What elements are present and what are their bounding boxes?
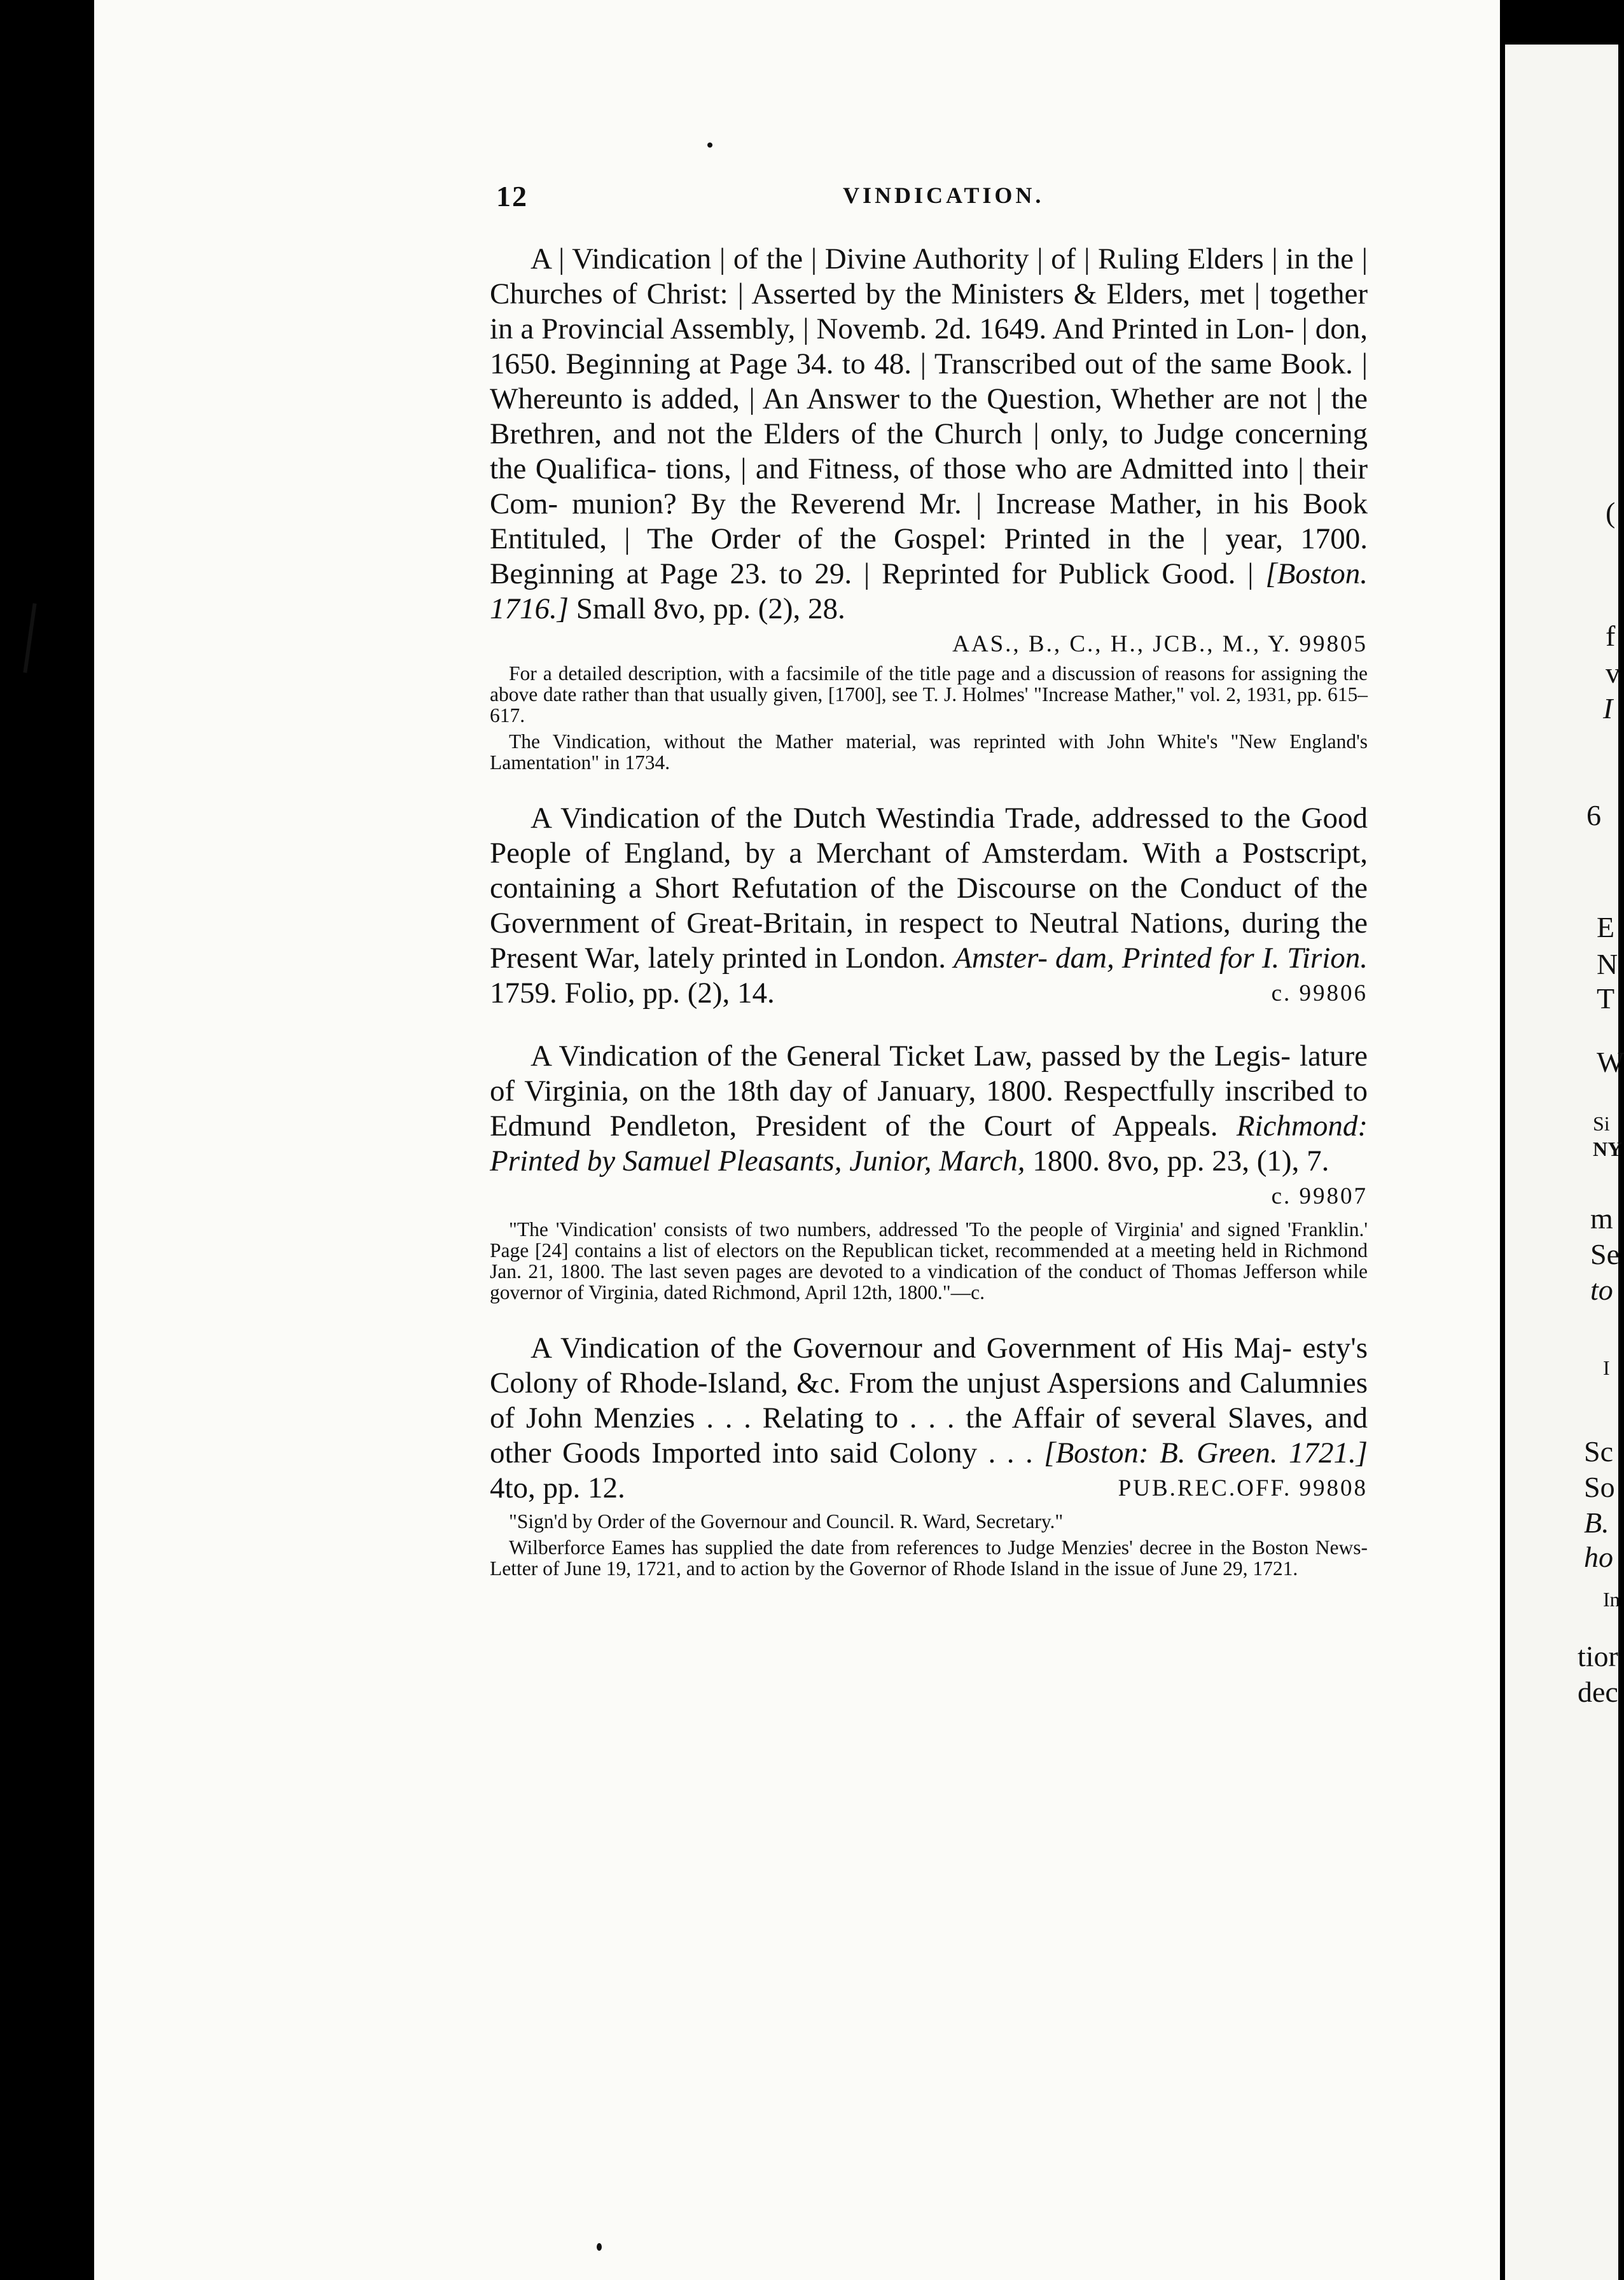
facing-fragment: N [1597,948,1618,980]
entry-note: For a detailed description, with a facsimile of the title page and a discussion of reasons for assigning the above date rather than that usually given, [1700], see T. J. Holmes' "Increase Mather," vol. 2, 1931, pp. 615–617. [490,662,1368,726]
facing-fragment: Se [1590,1238,1620,1270]
facing-fragment: m [1590,1202,1613,1235]
margin-mark [23,603,36,673]
facing-fragment: f [1606,620,1616,652]
facing-fragment: Si [1593,1112,1610,1135]
entry-imprint: [Boston. 1716.] [490,557,1368,625]
facing-fragment: So [1584,1471,1615,1503]
entry-locations: c. 99806 [1271,980,1368,1006]
facing-fragment: 6 [1586,799,1601,831]
facing-fragment: I [1603,1356,1610,1379]
facing-fragment: B. [1584,1506,1609,1539]
speck [597,2243,602,2251]
entry-title: A Vindication of the Governour and Government of His Maj- esty's Colony of Rhode-Island, &c. From the unjust Aspersions and Calumnies of John Menzies . . . Relating to . . . the Affair of several Slaves, and other Goods Imported into said Colony . . . [490,1331,1368,1470]
entry-text [490,242,1368,627]
facing-fragment: T [1597,982,1615,1015]
bibliography-entry [490,242,1368,773]
entry-text [490,801,1368,1011]
entry-text [490,1331,1368,1506]
entry-collation: Small 8vo, pp. (2), 28. [569,592,845,625]
entry-title: A Vindication of the General Ticket Law, passed by the Legis- lature of Virginia, on the 18th day of January, 1800. Respectfully inscribed to Edmund Pendleton, President of the Court of Appeals. [490,1039,1368,1143]
speck [707,142,712,148]
page-number: 12 [496,180,528,212]
entry-note: Wilberforce Eames has supplied the date from references to Judge Menzies' decree in the Boston News-Letter of June 19, 1721, and to action by the Governor of Rhode Island in the issue of June 29, 1721. [490,1536,1368,1580]
entry-imprint: Amster- dam, Printed for I. Tirion. [954,942,1368,975]
facing-fragment: In [1603,1588,1620,1611]
facing-fragment: to [1590,1274,1613,1306]
entry-locations: c. 99807 [1271,1183,1368,1209]
facing-fragment: Sc [1584,1435,1613,1468]
running-title: VINDICATION. [843,183,1044,208]
entry-note: "Sign'd by Order of the Governour and Council. R. Ward, Secretary." [509,1510,1064,1533]
facing-fragment: NY [1593,1137,1623,1160]
facing-fragment: ( [1606,496,1616,529]
facing-fragment: dec [1578,1676,1618,1708]
entry-collation: 1800. 8vo, pp. 23, (1), 7. [1025,1144,1329,1178]
entry-locations: PUB.REC.OFF. 99808 [1118,1475,1368,1501]
entry-title: A Vindication of the Dutch Westindia Trade, addressed to the Good People of England, by a Merchant of Amsterdam. With a Postscript, containing a Short Refutation of the Discourse on the Conduct of the Government of Great-Britain, in respect to Neutral Nations, during the Present War, lately printed in London. [490,802,1368,975]
entry-imprint: Richmond: Printed by Samuel Pleasants, Junior, March, [490,1109,1368,1178]
bibliography-entry [490,801,1368,1011]
entry-collation: 1759. Folio, pp. (2), 14. [490,977,775,1010]
entry-imprint: [Boston: B. Green. 1721.] [1044,1436,1368,1470]
facing-fragment: ho [1584,1541,1613,1573]
facing-fragment: tior [1578,1640,1618,1672]
entry-note: The Vindication, without the Mather material, was reprinted with John White's "New England's Lamentation" in 1734. [490,730,1368,774]
entry-collation: 4to, pp. 12. [490,1471,625,1505]
entry-title: A | Vindication | of the | Divine Authority | of | Ruling Elders | in the | Churches of Christ: | Asserted by the Ministers & Elders, met | together in a Provincial Assembly, | Novemb. 2d. 1649. And Printed in Lon- | don, 1650. Beginning at Page 34. to 48. | Transcribed out of the same Book. | Whereunto is added, | An Answer to the Question, Whether are not | the Brethren, and not the Elders of the Church | only, to Judge concerning the Qualifica- tions, | and Fitness, of those who are Admitted into | their Com- munion? By the Reverend Mr. | Increase Mather, in his Book Entituled, | The Order of the Gospel: Printed in the | year, 1700. Beginning at Page 23. to 29. | Reprinted for Publick Good. | [490,242,1368,590]
entry-locations: AAS., B., C., H., JCB., M., Y. 99805 [952,631,1368,657]
text-column [490,242,1368,1607]
entry-note: "The 'Vindication' consists of two numbers, addressed 'To the people of Virginia' and signed 'Franklin.' Page [24] contains a list of electors on the Republican ticket, recommended at a meeting held in Richmond Jan. 21, 1800. The last seven pages are devoted to a vindication of the conduct of Thomas Jefferson while governor of Virginia, dated Richmond, April 12th, 1800."—c. [490,1218,1368,1303]
bibliography-entry [490,1039,1368,1303]
entry-text [490,1039,1368,1209]
bibliography-entry [490,1331,1368,1579]
facing-fragment: E [1597,911,1615,943]
facing-fragment: v [1606,657,1620,689]
facing-fragment: I [1603,692,1613,725]
facing-fragment: W [1597,1046,1624,1078]
